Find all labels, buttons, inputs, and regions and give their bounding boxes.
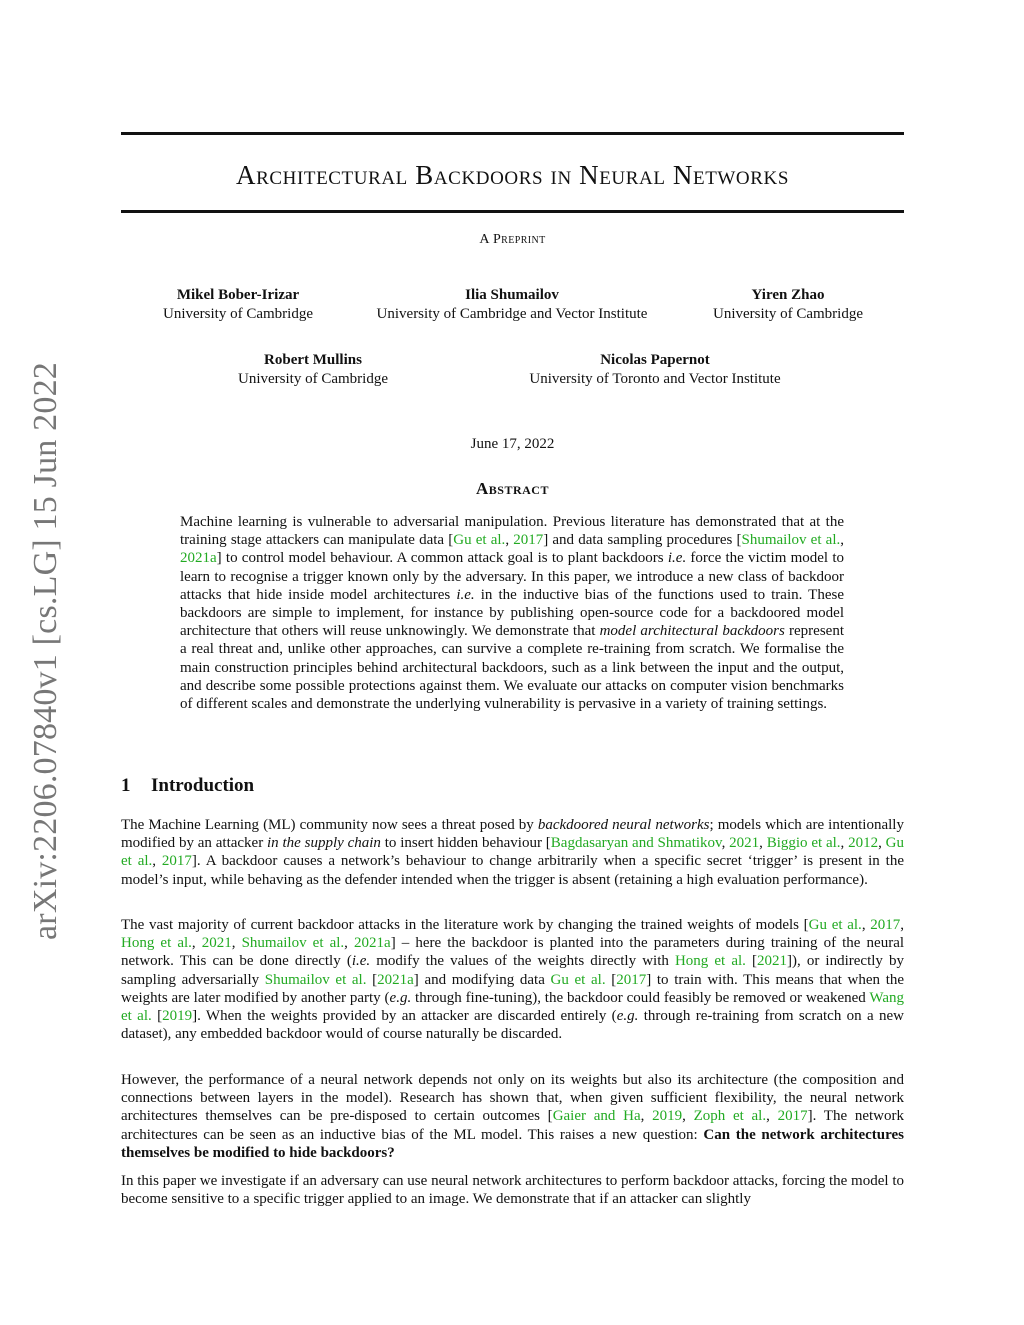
author-block: [130, 286, 346, 324]
citation-link[interactable]: 2017: [161, 853, 192, 870]
abstract-heading: Abstract: [476, 479, 549, 498]
paragraph: The vast majority of current backdoor attacks in the literature work by changing the trained weights of models [Gu et al., 2017, Hong et al., 2021, Shumailov et al., 2021a] – here the backdoor is planted into the parameters during training of the neural network. This can be done directly (i.e. modify the values of the weights directly with Hong et al. [2021]), or indirectly by sampling adversarially Shumailov et al. [2021a] and modifying data Gu et al. [2017] to train with. This means that when the weights are later modified by another party (e.g. through fine-tuning), the backdoor could feasibly be removed or weakened Wang et al. [2019]. When the weights provided by an attacker are discarded entirely (e.g. through re-training from scratch on a new dataset), any embedded backdoor would of course naturally be discarded.: [121, 917, 905, 1043]
author-affiliation: University of Toronto and Vector Institute: [529, 371, 781, 387]
citation-link[interactable]: 2021a: [180, 550, 217, 567]
preprint-label: A Preprint: [479, 232, 546, 247]
title-bottom-rule: [121, 210, 904, 213]
author-name: Ilia Shumailov: [465, 287, 559, 303]
author-block: [680, 286, 896, 324]
citation-link[interactable]: Wang et al.: [121, 989, 905, 1025]
paragraph: However, the performance of a neural network depends not only on its weights but also its architecture (the composition and connections between layers in the model). Research has shown that, when given sufficient flexibility, the neural network architectures themselves can be pre-disposed to certain outcomes [Gaier and Ha, 2019, Zoph et al., 2017]. The network architectures can be seen as an inductive bias of the ML model. This raises a new question: Can the network architectures themselves be modified to hide backdoors?: [121, 1072, 905, 1161]
author-block: [352, 286, 672, 324]
citation-link[interactable]: 2021a: [377, 971, 414, 988]
author-affiliation: University of Cambridge and Vector Institute: [376, 306, 648, 322]
citation-link[interactable]: 2017: [616, 971, 647, 988]
citation-link[interactable]: 2021: [201, 935, 232, 952]
citation-link[interactable]: Zoph et al.: [693, 1108, 767, 1125]
citation-link[interactable]: 2019: [652, 1108, 683, 1125]
citation-link[interactable]: 2017: [777, 1108, 808, 1125]
author-name: Yiren Zhao: [751, 287, 825, 303]
citation-link[interactable]: Shumailov et al.: [741, 532, 841, 549]
citation-link[interactable]: Gu et al.: [808, 917, 862, 933]
paper-title: Architectural Backdoors in Neural Networks: [235, 160, 790, 190]
author-affiliation: University of Cambridge: [713, 306, 863, 322]
author-name: Nicolas Papernot: [600, 352, 710, 368]
citation-link[interactable]: Shumailov et al.: [264, 971, 367, 988]
citation-link[interactable]: 2021a: [354, 935, 391, 952]
author-affiliation: University of Cambridge: [163, 306, 313, 322]
author-name: Mikel Bober-Irizar: [176, 287, 300, 303]
title-top-rule: [121, 132, 904, 135]
citation-link[interactable]: Gaier and Ha: [552, 1108, 641, 1125]
citation-link[interactable]: Hong et al.: [121, 935, 192, 952]
author-affiliation: University of Cambridge: [238, 371, 388, 387]
arxiv-identifier: arXiv:2206.07840v1 [cs.LG] 15 Jun 2022: [27, 362, 64, 940]
author-block: [500, 351, 810, 389]
citation-link[interactable]: 2021: [757, 953, 787, 970]
citation-link[interactable]: 2017: [513, 532, 544, 549]
section-title: Introduction: [151, 775, 255, 796]
author-block: [200, 351, 426, 389]
citation-link[interactable]: Hong et al.: [674, 953, 746, 970]
section-heading: [121, 775, 254, 797]
citation-link[interactable]: Shumailov et al.: [241, 935, 345, 952]
paragraph: In this paper we investigate if an adversary can use neural network architectures to perform backdoor attacks, forcing the model to become sensitive to a specific trigger applied to an image. We demonstrate that if an attacker can slightly: [121, 1173, 904, 1208]
citation-link[interactable]: Gu et al.: [453, 532, 506, 549]
citation-link[interactable]: Gu et al.: [121, 835, 905, 870]
citation-link[interactable]: 2021: [729, 835, 760, 852]
author-name: Robert Mullins: [264, 352, 362, 368]
publication-date: June 17, 2022: [470, 436, 555, 452]
citation-link[interactable]: 2012: [848, 835, 879, 852]
abstract-text: Machine learning is vulnerable to adversarial manipulation. Previous literature has demonstrated that at the training stage attackers can manipulate data [Gu et al., 2017] and data sampling procedures [Shumailov et al., 2021a] to control model behaviour. A common attack goal is to plant backdoors i.e. force the victim model to learn to recognise a trigger known only by the adversary. In this paper, we introduce a new class of backdoor attacks that hide inside model architectures i.e. in the inductive bias of the functions used to train. These backdoors are simple to implement, for instance by publishing open-source code for a backdoored model architecture that others will reuse unknowingly. We demonstrate that model architectural backdoors represent a real threat and, unlike other approaches, can survive a complete re-training from scratch. We formalise the main construction principles behind architectural backdoors, such as a link between the input and the output, and describe some possible protections against them. We evaluate our attacks on computer vision benchmarks of different scales and demonstrate the underlying vulnerability is pervasive in a variety of training settings.: [180, 514, 845, 713]
citation-link[interactable]: Biggio et al.: [766, 835, 841, 852]
citation-link[interactable]: Bagdasaryan and Shmatikov: [550, 835, 722, 852]
citation-link[interactable]: 2017: [870, 917, 901, 933]
paragraph: The Machine Learning (ML) community now sees a threat posed by backdoored neural networks; models which are intentionally modified by an attacker in the supply chain to insert hidden behaviour [Bagdasaryan and Shmatikov, 2021, Biggio et al., 2012, Gu et al., 2017]. A backdoor causes a network’s behaviour to change arbitrarily when a specific secret ‘trigger’ is present in the model’s input, while behaving as the defender intended when the trigger is absent (retaining a high evaluation performance).: [121, 817, 905, 888]
section-number: 1: [121, 775, 131, 796]
citation-link[interactable]: Gu et al.: [550, 971, 606, 988]
citation-link[interactable]: 2019: [162, 1008, 193, 1025]
